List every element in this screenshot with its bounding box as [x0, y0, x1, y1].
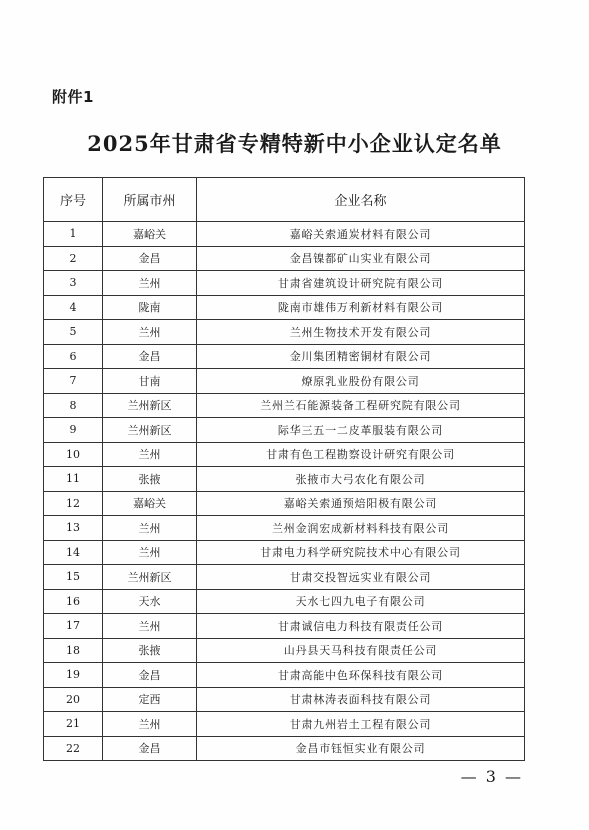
city-cell: 金昌: [103, 246, 197, 271]
city-cell: 张掖: [103, 638, 197, 663]
serial-cell: 22: [44, 736, 103, 761]
city-cell: 兰州: [103, 271, 197, 296]
company-cell: 张掖市大弓农化有限公司: [197, 467, 525, 492]
company-cell: 甘肃高能中色环保科技有限公司: [197, 663, 525, 688]
city-cell: 定西: [103, 687, 197, 712]
enterprise-table: [43, 177, 525, 761]
city-cell: 兰州: [103, 614, 197, 639]
table-row: [44, 736, 525, 761]
serial-cell: 4: [44, 295, 103, 320]
company-cell: 甘肃九州岩土工程有限公司: [197, 712, 525, 737]
serial-cell: 19: [44, 663, 103, 688]
city-cell: 兰州新区: [103, 418, 197, 443]
table-row: [44, 418, 525, 443]
company-cell: 际华三五一二皮革服装有限公司: [197, 418, 525, 443]
table-row: [44, 222, 525, 247]
serial-cell: 17: [44, 614, 103, 639]
city-cell: 兰州: [103, 516, 197, 541]
table-row: [44, 638, 525, 663]
serial-cell: 18: [44, 638, 103, 663]
table-row: [44, 614, 525, 639]
city-cell: 兰州新区: [103, 393, 197, 418]
company-cell: 天水七四九电子有限公司: [197, 589, 525, 614]
serial-cell: 6: [44, 344, 103, 369]
serial-cell: 9: [44, 418, 103, 443]
header-company: 企业名称: [197, 178, 525, 222]
table-row: [44, 369, 525, 394]
serial-cell: 7: [44, 369, 103, 394]
serial-cell: 15: [44, 565, 103, 590]
company-cell: 兰州金润宏成新材料科技有限公司: [197, 516, 525, 541]
company-cell: 陇南市雄伟万利新材料有限公司: [197, 295, 525, 320]
table-row: [44, 442, 525, 467]
company-cell: 金昌市钰恒实业有限公司: [197, 736, 525, 761]
header-serial: 序号: [44, 178, 103, 222]
table-body: [44, 222, 525, 761]
serial-cell: 16: [44, 589, 103, 614]
header-city: 所属市州: [103, 178, 197, 222]
table-header-row: [44, 178, 525, 222]
city-cell: 张掖: [103, 467, 197, 492]
table-row: [44, 246, 525, 271]
company-cell: 甘肃省建筑设计研究院有限公司: [197, 271, 525, 296]
company-cell: 兰州生物技术开发有限公司: [197, 320, 525, 345]
city-cell: 兰州: [103, 320, 197, 345]
city-cell: 陇南: [103, 295, 197, 320]
company-cell: 金川集团精密铜材有限公司: [197, 344, 525, 369]
table-row: [44, 565, 525, 590]
table-row: [44, 589, 525, 614]
table-row: [44, 467, 525, 492]
document-title: 2025年甘肃省专精特新中小企业认定名单: [87, 131, 502, 156]
company-cell: 兰州兰石能源装备工程研究院有限公司: [197, 393, 525, 418]
serial-cell: 1: [44, 222, 103, 247]
company-cell: 甘肃林涛表面科技有限公司: [197, 687, 525, 712]
company-cell: 甘肃交投智远实业有限公司: [197, 565, 525, 590]
company-cell: 嘉峪关索通预焙阳极有限公司: [197, 491, 525, 516]
serial-cell: 3: [44, 271, 103, 296]
table-row: [44, 320, 525, 345]
company-cell: 甘肃电力科学研究院技术中心有限公司: [197, 540, 525, 565]
table-row: [44, 687, 525, 712]
company-cell: 燎原乳业股份有限公司: [197, 369, 525, 394]
page-number: — 3 —: [460, 767, 523, 786]
table-row: [44, 540, 525, 565]
city-cell: 嘉峪关: [103, 491, 197, 516]
company-cell: 金昌镍都矿山实业有限公司: [197, 246, 525, 271]
company-cell: 山丹县天马科技有限责任公司: [197, 638, 525, 663]
city-cell: 兰州: [103, 712, 197, 737]
serial-cell: 20: [44, 687, 103, 712]
table-row: [44, 344, 525, 369]
table-row: [44, 516, 525, 541]
serial-cell: 8: [44, 393, 103, 418]
serial-cell: 2: [44, 246, 103, 271]
city-cell: 兰州新区: [103, 565, 197, 590]
company-cell: 甘肃有色工程勘察设计研究有限公司: [197, 442, 525, 467]
serial-cell: 21: [44, 712, 103, 737]
table-row: [44, 295, 525, 320]
serial-cell: 11: [44, 467, 103, 492]
serial-cell: 13: [44, 516, 103, 541]
attachment-label: 附件1: [52, 88, 94, 106]
serial-cell: 14: [44, 540, 103, 565]
serial-cell: 5: [44, 320, 103, 345]
city-cell: 甘南: [103, 369, 197, 394]
table-row: [44, 393, 525, 418]
city-cell: 金昌: [103, 663, 197, 688]
company-cell: 甘肃诚信电力科技有限责任公司: [197, 614, 525, 639]
table-row: [44, 491, 525, 516]
city-cell: 金昌: [103, 344, 197, 369]
city-cell: 金昌: [103, 736, 197, 761]
city-cell: 天水: [103, 589, 197, 614]
table-row: [44, 712, 525, 737]
city-cell: 嘉峪关: [103, 222, 197, 247]
city-cell: 兰州: [103, 442, 197, 467]
serial-cell: 10: [44, 442, 103, 467]
table-row: [44, 663, 525, 688]
serial-cell: 12: [44, 491, 103, 516]
table-row: [44, 271, 525, 296]
city-cell: 兰州: [103, 540, 197, 565]
company-cell: 嘉峪关索通炭材料有限公司: [197, 222, 525, 247]
